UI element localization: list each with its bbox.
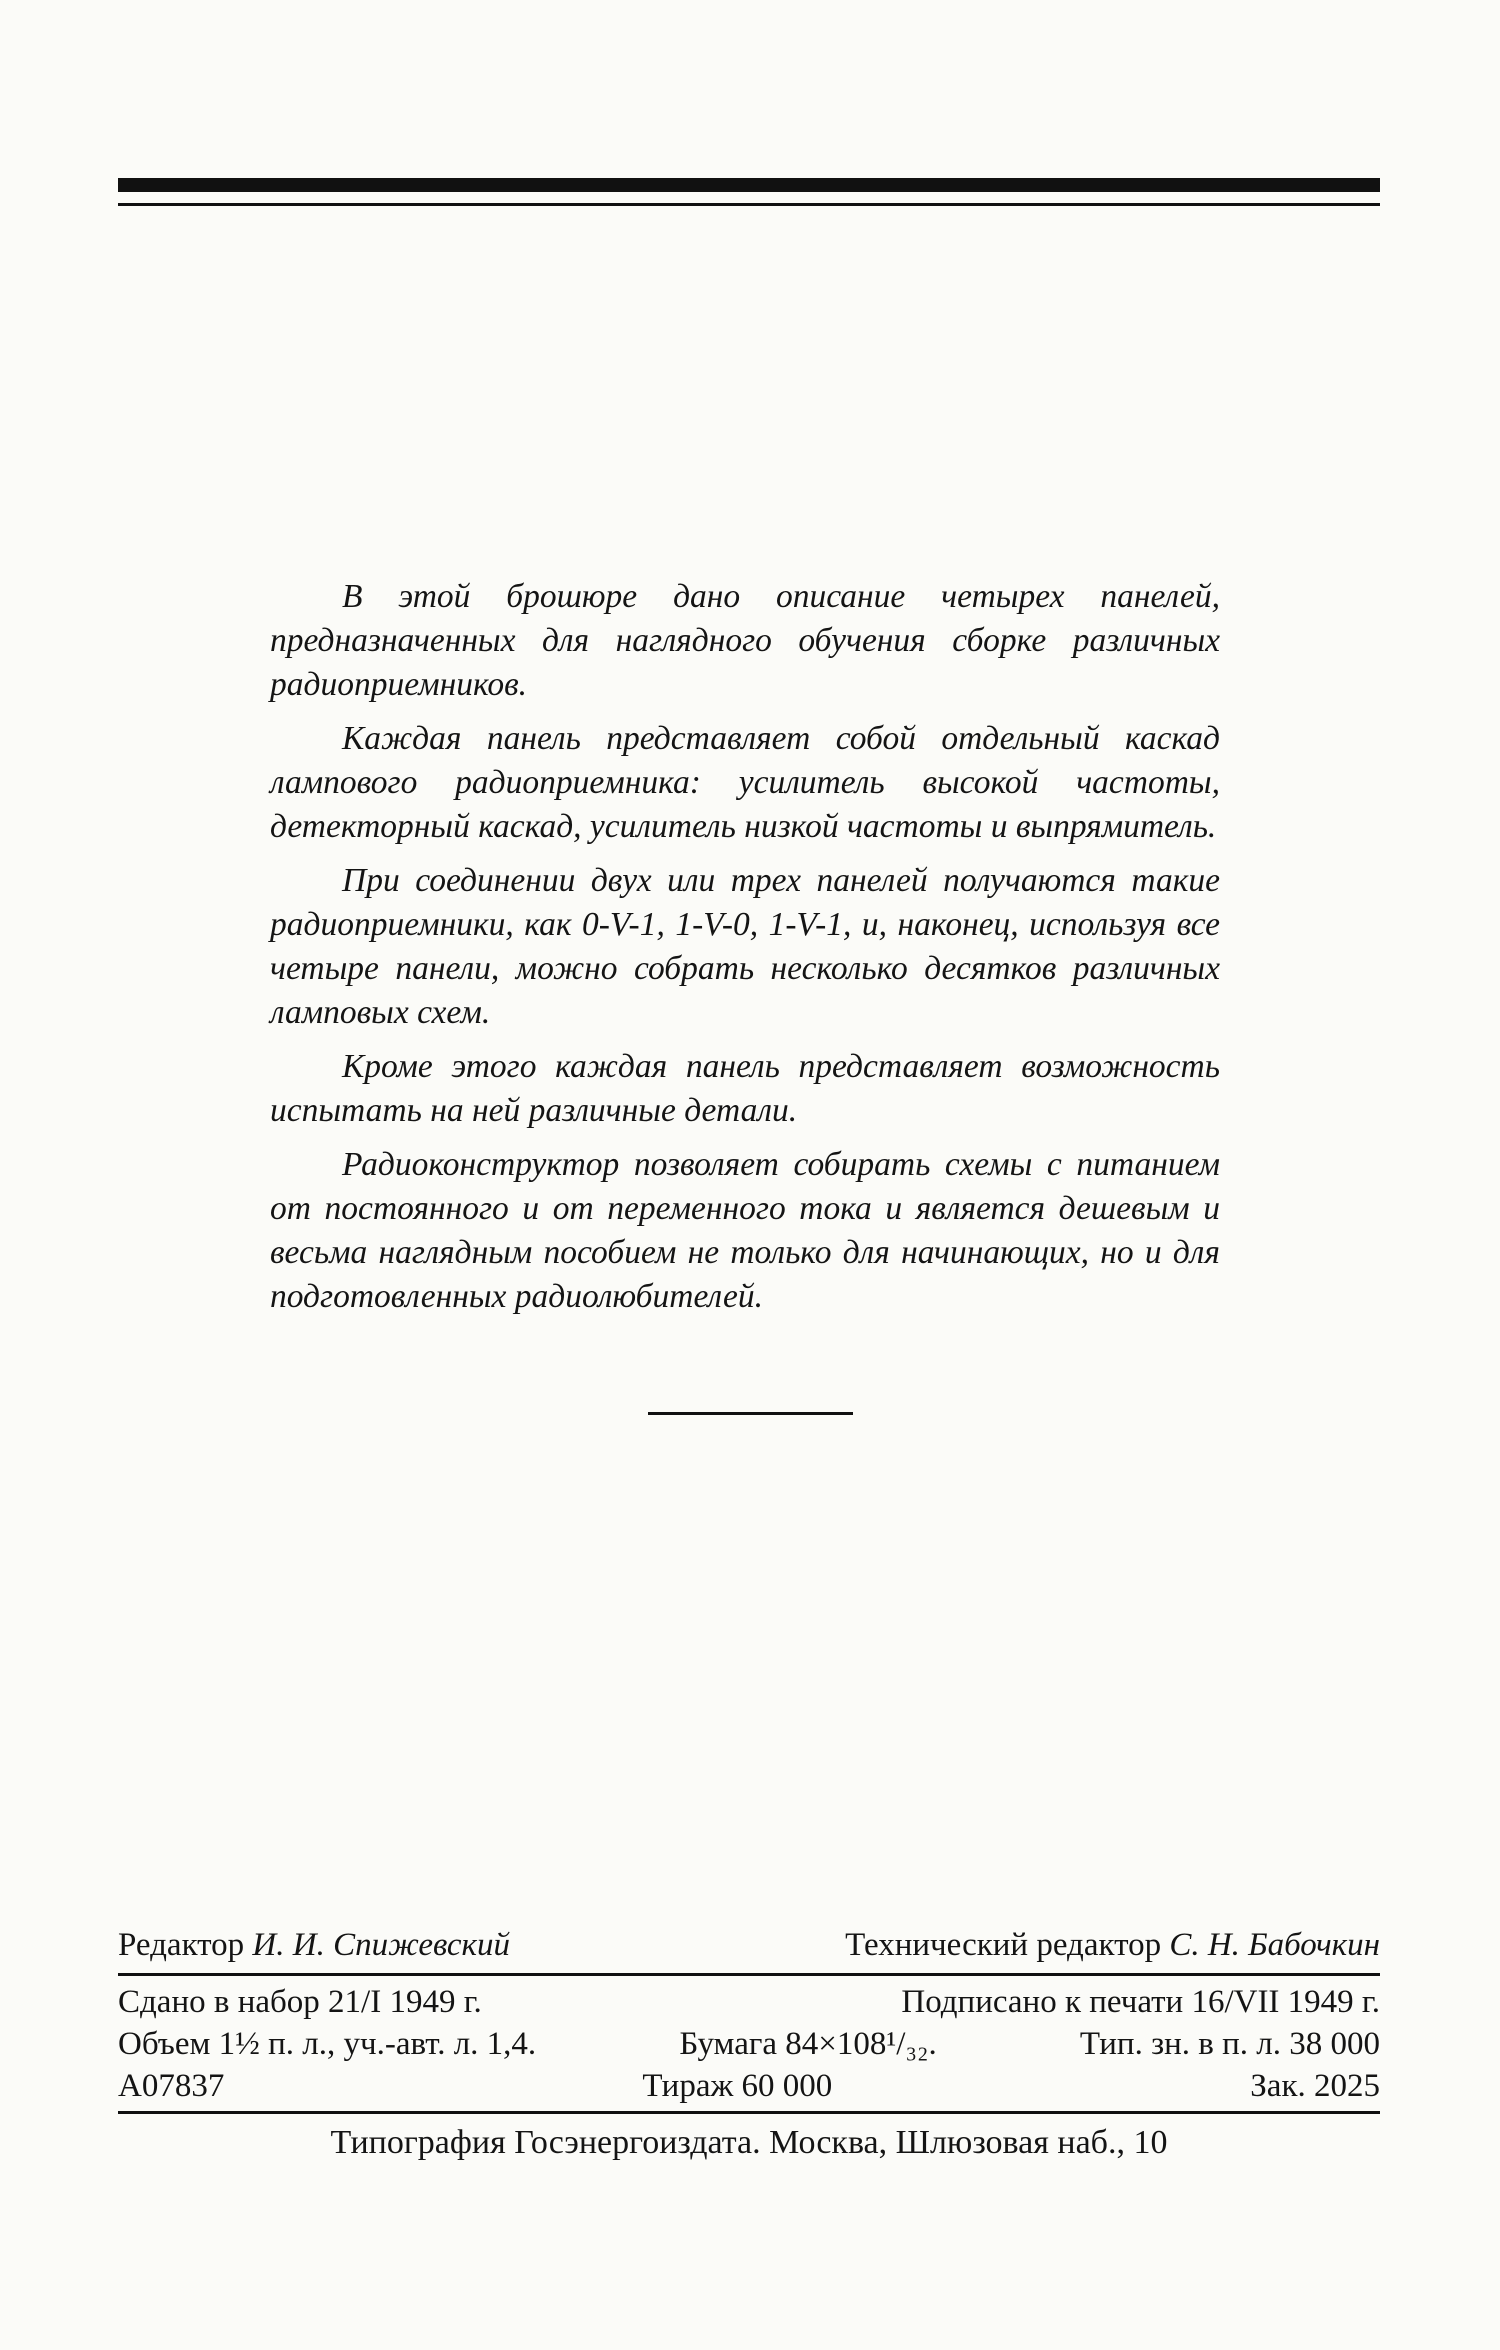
- chars-per-sheet: Тип. зн. в п. л. 38 000: [1079, 2026, 1380, 2062]
- colophon: [118, 1924, 1380, 2164]
- abstract-paragraph: При соединении двух или трех панелей получаются такие радиоприемники, как 0-V-1, 1-V-0, 1-V-1, и, наконец, используя все четыре панели, можно собрать несколько десятков различных ламповых схем.: [270, 862, 1220, 1031]
- section-divider: [648, 1412, 853, 1415]
- abstract-paragraph: Кроме этого каждая панель представляет возможность испытать на ней различные детали.: [270, 1048, 1220, 1129]
- editor-label: Редактор: [118, 1927, 245, 1963]
- abstract-paragraph: Радиоконструктор позволяет собирать схемы с питанием от постоянного и от переменного тока и является дешевым и весьма наглядным пособием не только для начинающих, но и для подготовленных радиолюбителей.: [270, 1146, 1220, 1315]
- colophon-rule: [118, 1973, 1380, 1976]
- publication-code: А07837: [118, 2068, 225, 2104]
- editor: [118, 1924, 510, 1966]
- dates-row: [118, 1981, 1380, 2023]
- top-thin-rule: [118, 203, 1380, 206]
- editors-row: [118, 1924, 1380, 1966]
- typeset-date: Сдано в набор 21/I 1949 г.: [118, 1984, 482, 2020]
- abstract-paragraph: Каждая панель представляет собой отдельный каскад лампового радиоприемника: усилитель высокой частоты, детекторный каскад, усилитель низкой частоты и выпрямитель.: [270, 720, 1220, 845]
- order-number: Зак. 2025: [1250, 2068, 1380, 2104]
- top-thick-rule: [118, 178, 1380, 192]
- print-row: [118, 2065, 1380, 2107]
- volume-row: [118, 2023, 1380, 2065]
- paper-format: Бумага 84×108¹/₃₂.: [679, 2026, 937, 2062]
- tech-editor-label: Технический редактор: [845, 1927, 1162, 1963]
- volume: Объем 1½ п. л., уч.-авт. л. 1,4.: [118, 2026, 537, 2062]
- colophon-rule: [118, 2111, 1380, 2114]
- tech-editor-name: С. Н. Бабочкин: [1169, 1927, 1380, 1963]
- signed-date: Подписано к печати 16/VII 1949 г.: [901, 1984, 1380, 2020]
- printer-imprint: Типография Госэнергоиздата. Москва, Шлюзовая наб., 10: [330, 2124, 1168, 2161]
- print-run: Тираж 60 000: [642, 2068, 833, 2104]
- abstract-paragraph: В этой брошюре дано описание четырех панелей, предназначенных для наглядного обучения сборке различных радиоприемников.: [270, 578, 1220, 703]
- editor-name: И. И. Спижевский: [252, 1927, 510, 1963]
- tech-editor: [845, 1924, 1380, 1966]
- abstract-text: [270, 575, 1220, 1329]
